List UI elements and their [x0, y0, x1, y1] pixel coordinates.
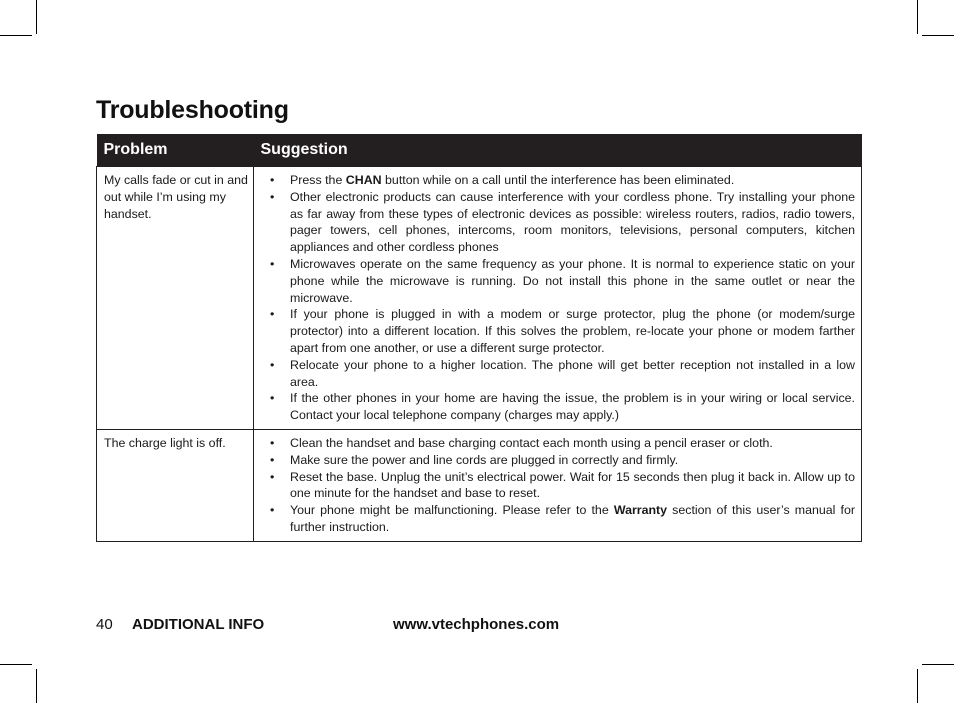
bullet-icon: • [270, 307, 275, 322]
suggestion-item [261, 390, 855, 424]
suggestion-item [261, 469, 855, 503]
suggestion-text: button while on a call until the interference has been eliminated. [381, 173, 735, 187]
bullet-icon: • [270, 452, 275, 467]
column-header-problem: Problem [97, 134, 254, 167]
bullet-icon: • [270, 173, 275, 187]
bullet-icon: • [270, 357, 275, 372]
suggestion-item [261, 357, 855, 391]
suggestion-text: Clean the handset and base charging contact each month using a pencil eraser or cloth. [290, 435, 773, 450]
bullet-icon: • [270, 435, 275, 450]
section-label: ADDITIONAL INFO [132, 616, 265, 633]
bullet-icon: • [270, 189, 275, 204]
suggestion-item [261, 189, 855, 256]
troubleshooting-table [96, 134, 862, 542]
suggestion-text: section of this user’s manual for further instruction. [290, 503, 855, 534]
suggestion-text: If the other phones in your home are having the issue, the problem is in your wiring or local service. Contact your local telephone company (charges may apply.) [290, 391, 855, 423]
suggestion-cell [254, 429, 862, 541]
suggestion-text: Reset the base. Unplug the unit’s electrical power. Wait for 15 seconds then plug it back in. Allow up to one minute for the handset and base to reset. [290, 469, 855, 501]
crop-mark-top-left-vertical [36, 0, 37, 34]
page-number: 40 [96, 616, 113, 633]
crop-mark-bottom-left-horizontal [0, 664, 32, 665]
crop-mark-bottom-right-horizontal [922, 664, 954, 665]
problem-cell: My calls fade or cut in and out while I’m using my handset. [97, 167, 254, 430]
suggestion-list [261, 435, 855, 536]
website-url: www.vtechphones.com [393, 616, 560, 633]
suggestion-text: Other electronic products can cause interference with your cordless phone. Try installing your phone as far away from these types of electronic devices as possible: wireless routers, radios, radio towers, pager towers, cell phones, intercoms, room monitors, televisions, personal computers, kitchen appliances and other cordless phones [290, 189, 855, 255]
page-title: Troubleshooting [96, 96, 289, 124]
bullet-icon: • [270, 503, 275, 518]
suggestion-text: Relocate your phone to a higher location. The phone will get better reception not installed in a low area. [290, 357, 855, 389]
suggestion-text: Make sure the power and line cords are plugged in correctly and firmly. [290, 452, 679, 467]
suggestion-cell [254, 167, 862, 430]
bullet-icon: • [270, 469, 275, 484]
suggestion-item [261, 452, 855, 469]
table-row [97, 429, 862, 541]
bullet-icon: • [270, 256, 275, 271]
suggestion-item [261, 256, 855, 306]
bold-term: Warranty [613, 503, 668, 518]
column-header-suggestion: Suggestion [254, 134, 862, 167]
suggestion-item [261, 172, 855, 189]
crop-mark-top-right-horizontal [922, 35, 954, 36]
table-row [97, 167, 862, 430]
suggestion-text: Microwaves operate on the same frequency as your phone. It is normal to experience static on your phone while the microwave is running. Do not install this phone in the same outlet or near the microwave. [290, 256, 855, 305]
suggestion-item [261, 306, 855, 356]
bullet-icon: • [270, 391, 275, 406]
crop-mark-bottom-right-vertical [917, 669, 918, 703]
suggestion-item [261, 435, 855, 452]
bold-term: CHAN [345, 173, 382, 187]
problem-cell: The charge light is off. [97, 429, 254, 541]
crop-mark-top-right-vertical [917, 0, 918, 34]
crop-mark-top-left-horizontal [0, 35, 32, 36]
suggestion-item [261, 502, 855, 536]
suggestion-text: Press the [290, 173, 346, 187]
crop-mark-bottom-left-vertical [36, 669, 37, 703]
suggestion-list [261, 172, 855, 424]
suggestion-text: If your phone is plugged in with a modem or surge protector, plug the phone (or modem/surge protector) into a different location. If this solves the problem, re-locate your phone or modem farther apart from one another, or use a different surge protector. [290, 307, 855, 355]
table-header-row [97, 134, 862, 167]
suggestion-text: Your phone might be malfunctioning. Please refer to the [290, 503, 614, 518]
table-body [97, 167, 862, 542]
